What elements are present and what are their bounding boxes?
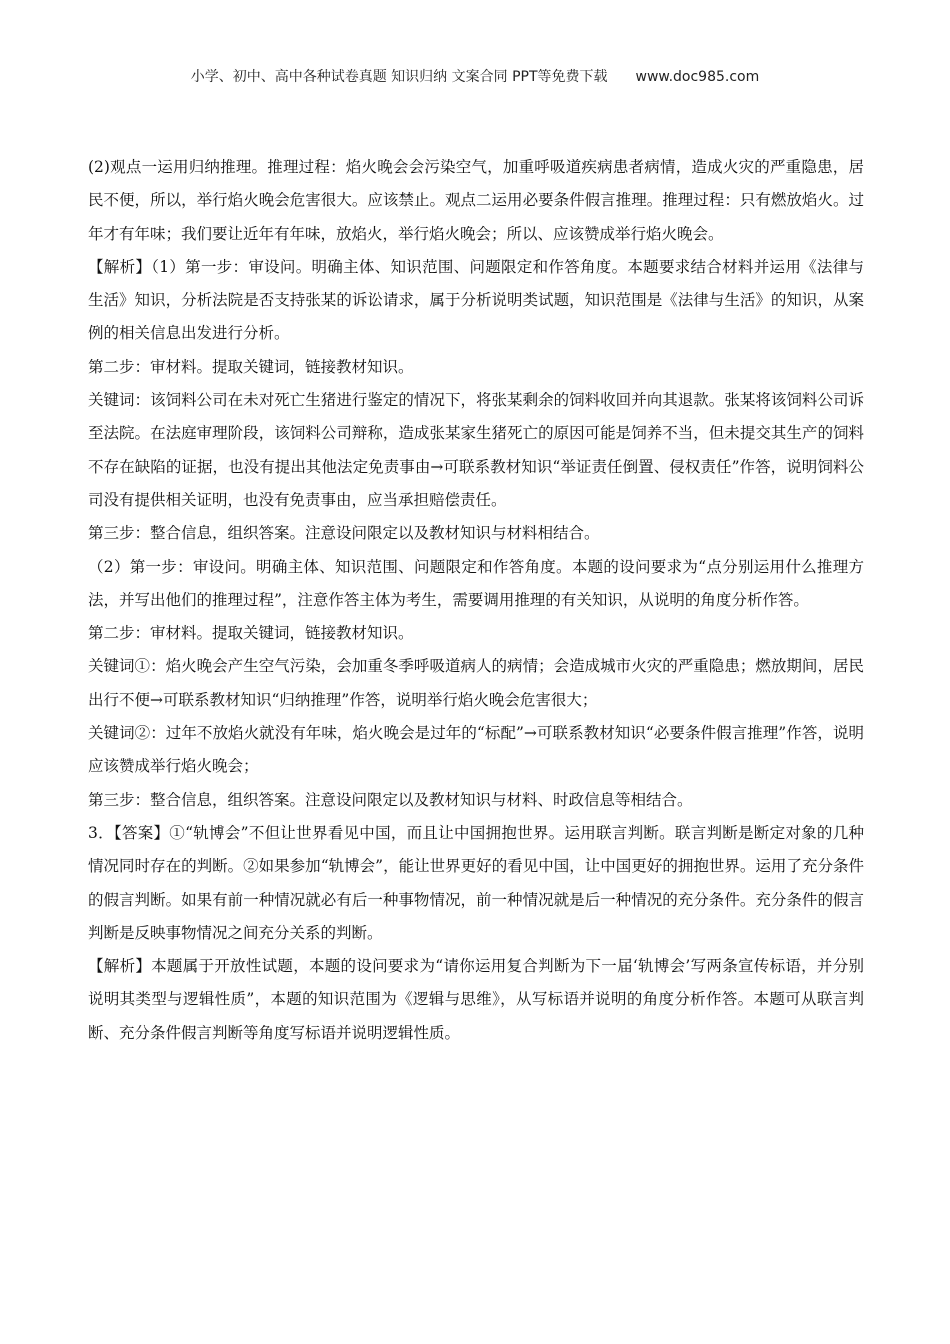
page-header: [0, 66, 950, 86]
document-body: [88, 151, 864, 1050]
paragraph-analysis-2: （2）第一步：审设问。明确主体、知识范围、问题限定和作答角度。本题的设问要求为“点分别运用什么推理方法，并写出他们的推理过程”，注意作答主体为考生，需要调用推理的有关知识，从说明的角度分析作答。: [88, 557, 864, 609]
header-text: 小学、初中、高中各种试卷真题 知识归纳 文案合同 PPT等免费下载: [190, 69, 608, 85]
header-url[interactable]: www.doc985.com: [635, 69, 760, 85]
paragraph-keyword-2: 关键词②：过年不放焰火就没有年味，焰火晚会是过年的“标配”→可联系教材知识“必要条件假言推理”作答，说明应该赞成举行焰火晚会；: [88, 724, 864, 776]
paragraph-step-3: 第三步：整合信息，组织答案。注意设问限定以及教材知识与材料相结合。: [88, 524, 600, 543]
paragraph-analysis-1: 【解析】（1）第一步：审设问。明确主体、知识范围、问题限定和作答角度。本题要求结合材料并运用《法律与生活》知识，分析法院是否支持张某的诉讼请求，属于分析说明类试题，知识范围是《法律与生活》的知识，从案例的相关信息出发进行分析。: [88, 257, 864, 343]
paragraph-step-2b: 第二步：审材料。提取关键词，链接教材知识。: [88, 624, 414, 643]
paragraph-2-answer: (2)观点一运用归纳推理。推理过程：焰火晚会会污染空气，加重呼吸道疾病患者病情，造成火灾的严重隐患，居民不便，所以，举行焰火晚会危害很大。应该禁止。观点二运用必要条件假言推理。推理过程：只有燃放焰火。过年才有年味；我们要让近年有年味，放焰火，举行焰火晚会；所以、应该赞成举行焰火晚会。: [88, 158, 864, 243]
paragraph-keyword-1: 关键词①：焰火晚会产生空气污染，会加重冬季呼吸道病人的病情；会造成城市火灾的严重隐患；燃放期间，居民出行不便→可联系教材知识“归纳推理”作答，说明举行焰火晚会危害很大；: [88, 657, 864, 709]
paragraph-step-2: 第二步：审材料。提取关键词，链接教材知识。: [88, 357, 414, 376]
paragraph-step-3b: 第三步：整合信息，组织答案。注意设问限定以及教材知识与材料、时政信息等相结合。: [88, 790, 693, 809]
paragraph-keywords: 关键词：该饲料公司在未对死亡生猪进行鉴定的情况下，将张某剩余的饲料收回并向其退款。张某将该饲料公司诉至法院。在法庭审理阶段，该饲料公司辩称，造成张某家生猪死亡的原因可能是饲养不当，但未提交其生产的饲料不存在缺陷的证据，也没有提出其他法定免责事由→可联系教材知识“举证责任倒置、侵权责任”作答，说明饲料公司没有提供相关证明，也没有免责事由，应当承担赔偿责任。: [88, 391, 864, 509]
paragraph-question-3-analysis: 【解析】本题属于开放性试题，本题的设问要求为“请你运用复合判断为下一届‘轨博会’写两条宣传标语，并分别说明其类型与逻辑性质”，本题的知识范围为《逻辑与思维》，从写标语并说明的角度分析作答。本题可从联言判断、充分条件假言判断等角度写标语并说明逻辑性质。: [88, 957, 864, 1042]
paragraph-question-3-answer: 3．【答案】①“轨博会”不但让世界看见中国，而且让中国拥抱世界。运用联言判断。联言判断是断定对象的几种情况同时存在的判断。②如果参加“轨博会”，能让世界更好的看见中国，让中国更好的拥抱世界。运用了充分条件的假言判断。如果有前一种情况就必有后一种事物情况，前一种情况就是后一种情况的充分条件。充分条件的假言判断是反映事物情况之间充分关系的判断。: [88, 823, 864, 942]
